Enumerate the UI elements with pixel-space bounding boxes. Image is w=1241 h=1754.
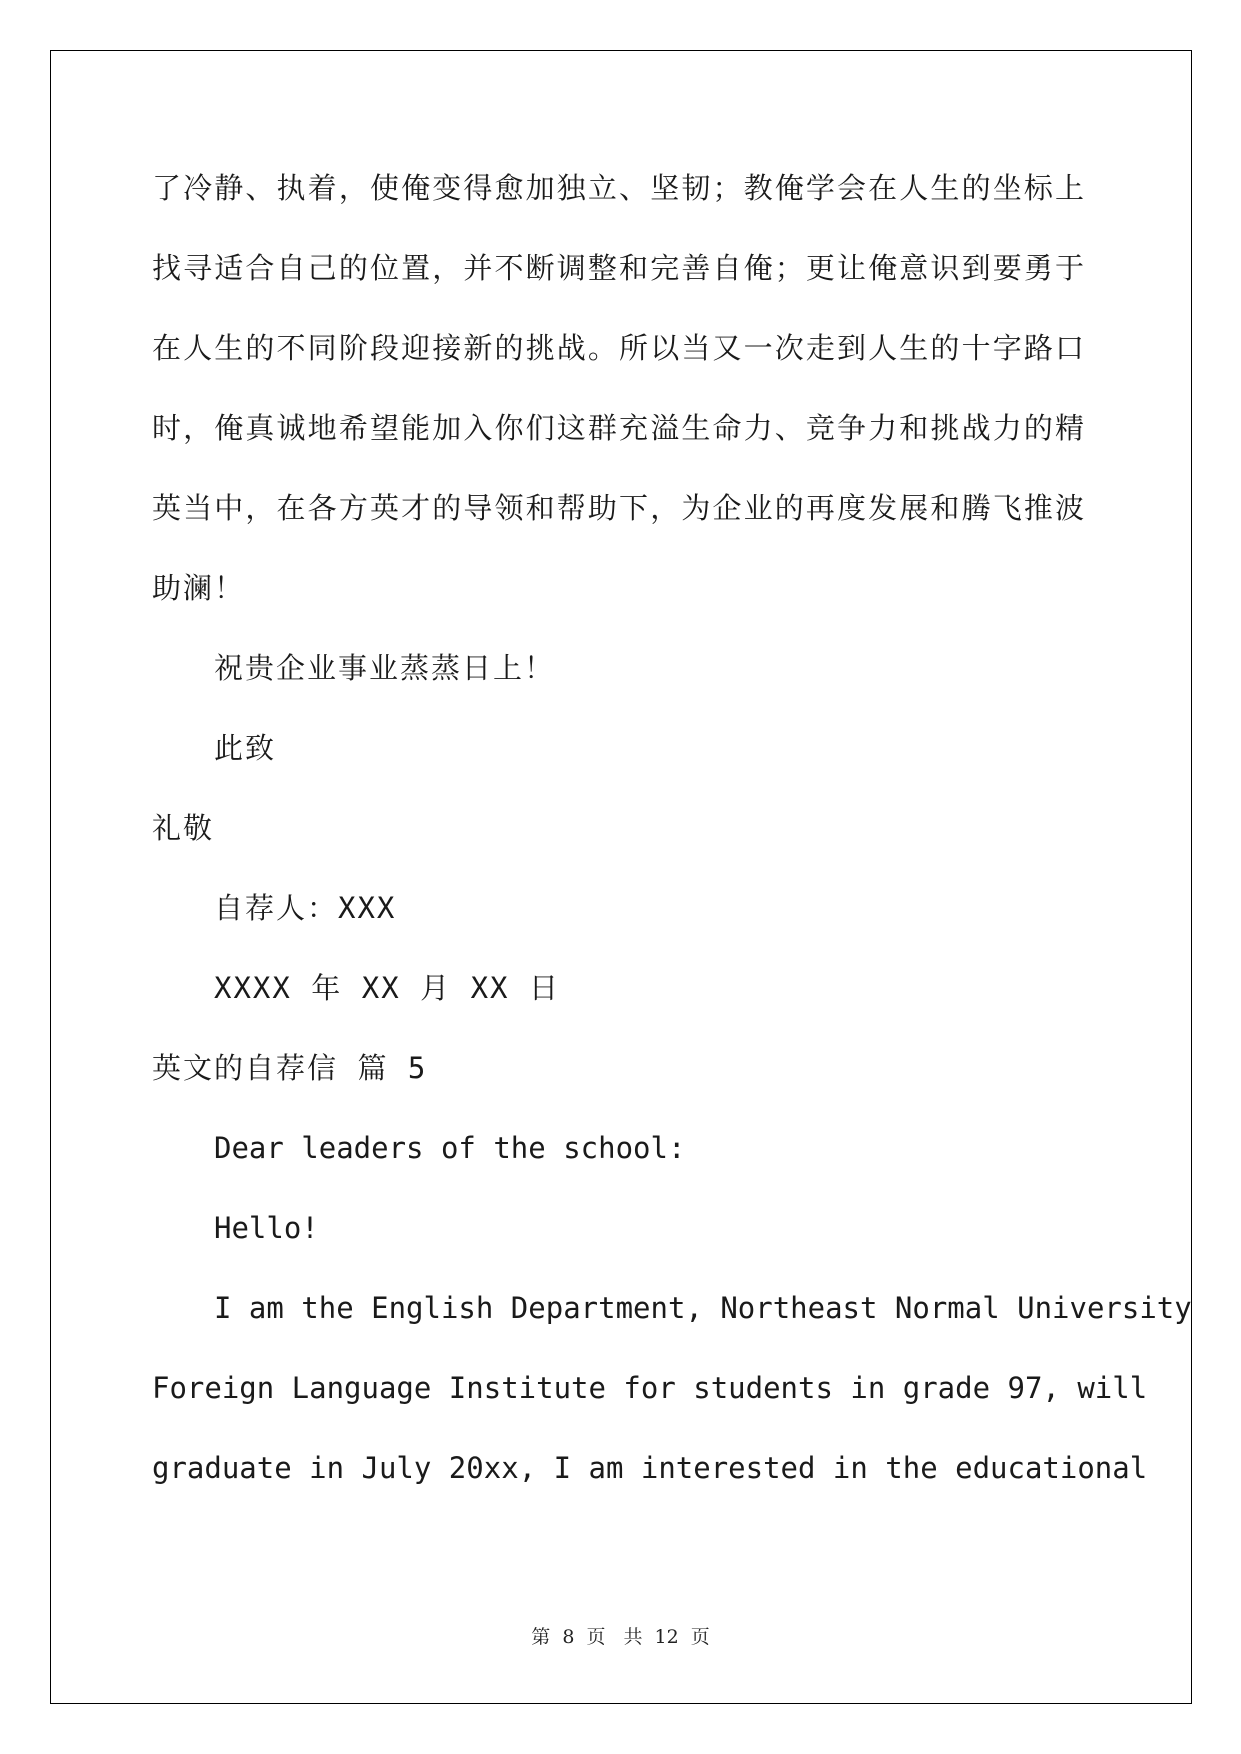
text-line: 找寻适合自己的位置，并不断调整和完善自俺；更让俺意识到要勇于 (152, 251, 1086, 285)
text-line: 在人生的不同阶段迎接新的挑战。所以当又一次走到人生的十字路口 (152, 331, 1086, 365)
text-line: 时，俺真诚地希望能加入你们这群充溢生命力、竞争力和挑战力的精 (152, 411, 1086, 445)
text-line: 英当中，在各方英才的导领和帮助下，为企业的再度发展和腾飞推波 (152, 491, 1086, 525)
page-footer (0, 1622, 1241, 1649)
text-line: 了冷静、执着，使俺变得愈加独立、坚韧；教俺学会在人生的坐标上 (152, 171, 1086, 205)
text-line: Foreign Language Institute for students in grade 97, will (152, 1371, 1148, 1405)
closing-wish: 祝贵企业事业蒸蒸日上！ (214, 651, 556, 685)
signature-name: 自荐人：XXX (214, 891, 397, 925)
text-line: I am the English Department, Northeast Normal University (214, 1291, 1192, 1325)
section-heading: 英文的自荐信 篇 5 (152, 1051, 428, 1085)
letter-greeting: Dear leaders of the school: (214, 1131, 686, 1165)
salutation-lijing: 礼敬 (152, 811, 215, 845)
signature-date: XXXX 年 XX 月 XX 日 (214, 971, 560, 1005)
text-line: graduate in July 20xx, I am interested in the educational (152, 1451, 1148, 1485)
page-number-total: 共 12 页 (623, 1626, 710, 1648)
page-number-current: 第 8 页 (531, 1626, 606, 1648)
letter-hello: Hello! (214, 1211, 319, 1245)
salutation-cizhi: 此致 (214, 731, 277, 765)
text-line: 助澜！ (152, 571, 246, 605)
